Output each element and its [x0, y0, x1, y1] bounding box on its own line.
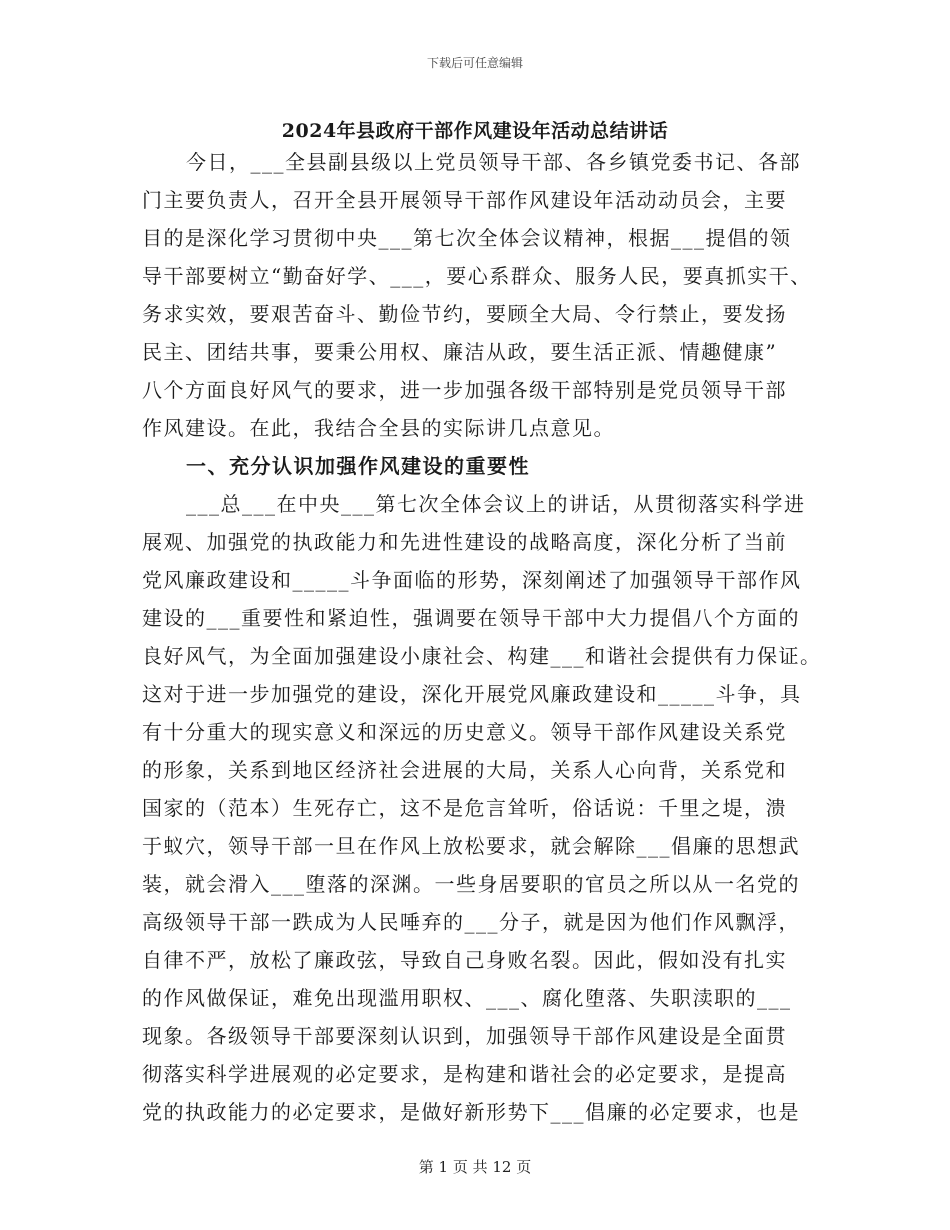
text-line: 作风建设。在此，我结合全县的实际讲几点意见。 [142, 416, 615, 440]
text-line: 的作风做保证，难免出现滥用职权、___、腐化堕落、失职渎职的___ [142, 986, 792, 1010]
text-line: 务求实效，要艰苦奋斗、勤俭节约，要顾全大局、令行禁止，要发扬 [142, 302, 787, 326]
text-line: 有十分重大的现实意义和深远的历史意义。领导干部作风建设关系党 [142, 720, 787, 744]
text-line: 装，就会滑入___堕落的深渊。一些身居要职的官员之所以从一名党的 [142, 872, 800, 896]
text-line: 建设的___重要性和紧迫性，强调要在领导干部中大力提倡八个方面的 [142, 606, 800, 630]
text-line: 高级领导干部一跌成为人民唾弃的___分子，就是因为他们作风飘浮， [142, 910, 800, 934]
text-line: 国家的（范本）生死存亡，这不是危言耸听，俗话说：千里之堤，溃 [142, 796, 787, 820]
text-line: 党风廉政建设和_____斗争面临的形势，深刻阐述了加强领导干部作风 [142, 568, 802, 592]
text-line: 目的是深化学习贯彻中央___第七次全体会议精神，根据___提倡的领 [142, 226, 792, 250]
page-header: 下载后可任意编辑 [426, 56, 523, 70]
text-line: 彻落实科学进展观的必定要求，是构建和谐社会的必定要求，是提高 [142, 1062, 787, 1086]
text-line: 现象。各级领导干部要深刻认识到，加强领导干部作风建设是全面贯 [142, 1024, 787, 1048]
text-line: 展观、加强党的执政能力和先进性建设的战略高度，深化分析了当前 [142, 530, 787, 554]
text-line: 今日，___全县副县级以上党员领导干部、各乡镇党委书记、各部 [186, 150, 801, 174]
text-line: 良好风气，为全面加强建设小康社会、构建___和谐社会提供有力保证。 [142, 644, 822, 668]
text-line: 民主、团结共事，要秉公用权、廉洁从政，要生活正派、情趣健康” [142, 340, 778, 364]
text-line: 党的执政能力的必定要求，是做好新形势下___倡廉的必定要求，也是 [142, 1100, 800, 1124]
document-title: 2024年县政府干部作风建设年活动总结讲话 [281, 120, 669, 142]
text-line: 八个方面良好风气的要求，进一步加强各级干部特别是党员领导干部 [142, 378, 787, 402]
text-line: 自律不严，放松了廉政弦，导致自己身败名裂。因此，假如没有扎实 [142, 948, 787, 972]
text-line: 门主要负责人，召开全县开展领导干部作风建设年活动动员会，主要 [142, 188, 787, 212]
text-line: 于蚁穴，领导干部一旦在作风上放松要求，就会解除___倡廉的思想武 [142, 834, 800, 858]
section-heading: 一、充分认识加强作风建设的重要性 [186, 454, 530, 478]
page-footer: 第 1 页 共 12 页 [418, 1158, 532, 1176]
text-line: 这对于进一步加强党的建设，深化开展党风廉政建设和_____斗争，具 [142, 682, 802, 706]
text-line: 的形象，关系到地区经济社会进展的大局，关系人心向背，关系党和 [142, 758, 787, 782]
text-line: ___总___在中央___第七次全体会议上的讲话，从贯彻落实科学进 [186, 492, 806, 516]
text-line: 导干部要树立“勤奋好学、___，要心系群众、服务人民，要真抓实干、 [142, 264, 812, 288]
